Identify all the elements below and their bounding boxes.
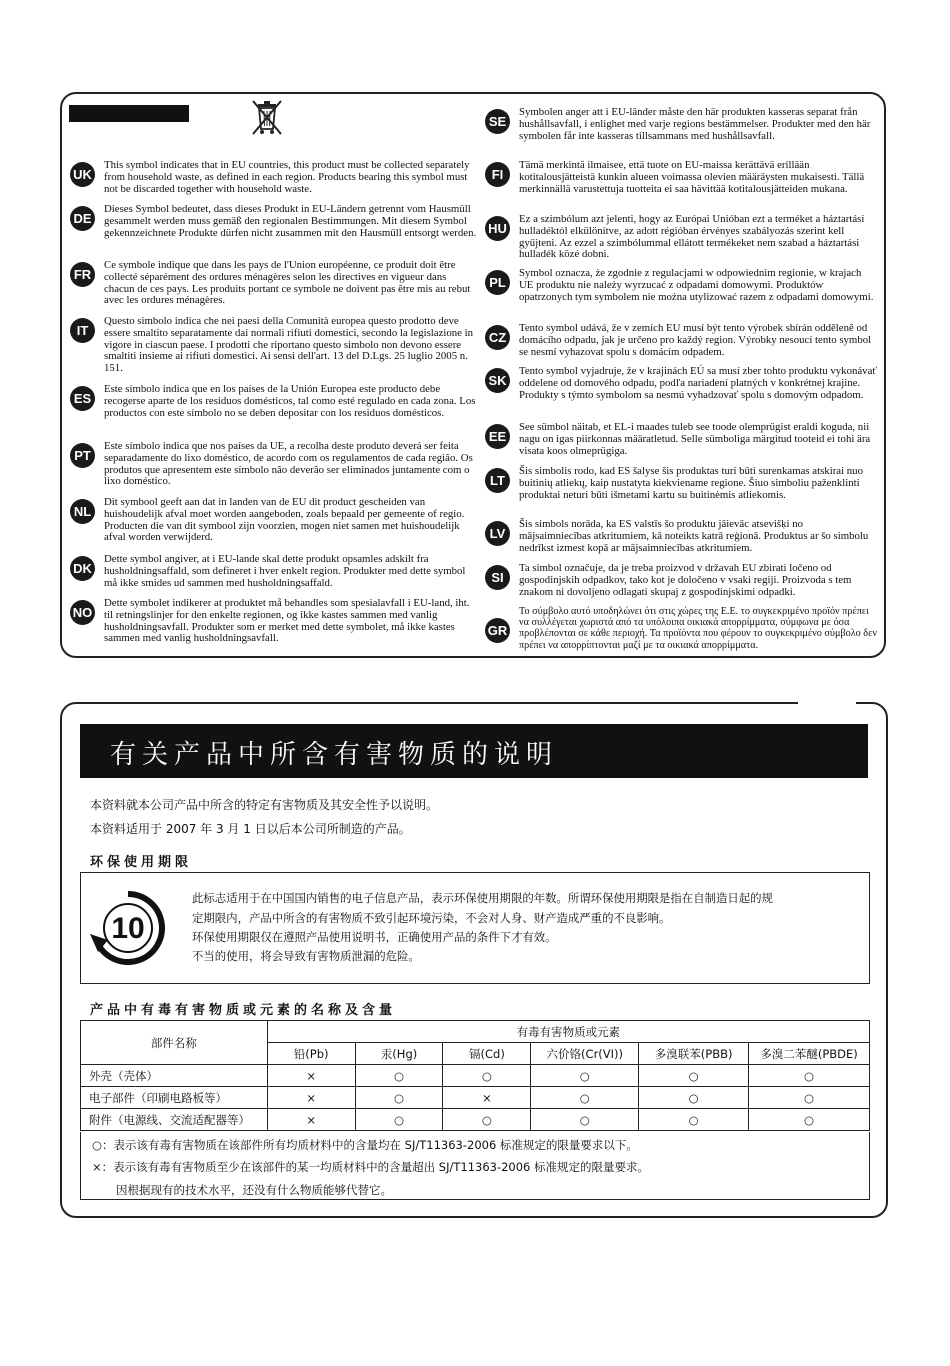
table-row [81,1109,870,1131]
part-header: 部件名称 [81,1021,268,1065]
country-badge: NL [70,499,95,524]
table-cell: ○ [443,1109,531,1131]
substance-header: 汞(Hg) [355,1043,443,1065]
part-name: 附件（电源线、交流适配器等） [81,1109,268,1131]
country-badge: SE [485,109,510,134]
table-cell: ○ [749,1087,870,1109]
epup-text-line: 此标志适用于在中国国内销售的电子信息产品，表示环保使用期限的年数。所谓环保使用期限是指在自制造日起的规 [192,891,773,905]
symbol-text: Symbolen anger att i EU-länder måste den här produkten kasseras separat från hushållsavfall, i enlighet med varje regions bestämmelser. Produkter med den här symbolen får inte kasseras tillsammans med hushållsavfall. [519,106,871,142]
symbol-text: Ta simbol označuje, da je treba proizvod v državah EU zbirati ločeno od gospodinjskih odpadkov, tako kot je določeno v vsaki regiji. Proizvoda s tem znakom ni dovoljeno odlagati skupaj z gospodinjskimi odpadki. [519,562,852,598]
country-badge: ES [70,386,95,411]
symbol-text: Šis simbols norāda, ka ES valstīs šo produktu jāievāc atsevišķi no mājsaimniecības atkritumiem, kā noteikts katrā reģionā. Produktus ar šo simbolu nedrīkst izmest kopā ar mājsaimniecības atkritumiem. [519,518,869,554]
table-cell: ○ [639,1109,749,1131]
symbol-text: Tämä merkintä ilmaisee, että tuote on EU-maissa kerättävä erillään kotitalousjätteistä kunkin alueen voimassa olevien määräysten mukaisesti. Tällä merkinnällä varustettuja tuotteita ei saa hävittää kotitalousjätteiden mukana. [519,159,865,195]
epup-heading: 环保使用期限 [90,855,193,870]
symbol-text: Šis simbolis rodo, kad ES šalyse šis produktas turi būti surenkamas atskirai nuo buitinių atliekų, kaip nustatyta kiekviename regione. Šiuo simboliu paženklinti produktai neturi būti išmetami kartu su buitinėmis atliekomis. [519,465,863,501]
symbol-text: Dieses Symbol bedeutet, dass dieses Produkt in EU-Ländern getrennt vom Hausmüll gesammelt werden muss gemäß den regionalen Bestimmungen. Mit diesem Symbol gekennzeichnete Produkte dürfen nicht zusammen mit den Hausmüll entsorgt werden. [104,203,477,239]
symbol-text: Este símbolo indica que en los países de la Unión Europea este producto debe recogerse aparte de los residuos domésticos, tal como esté regulado en cada zona. Los productos con este símbolo no se deben depositar con los residuos domésticos. [104,383,476,419]
country-badge: NO [70,600,95,625]
country-badge: FR [70,262,95,287]
substance-header: 六价铬(Cr(VI)) [531,1043,639,1065]
epup-text-line: 环保使用期限仅在遵照产品使用说明书，正确使用产品的条件下才有效。 [192,930,557,944]
table-cell: ○ [355,1087,443,1109]
table-cell: × [443,1087,531,1109]
symbol-text: Questo simbolo indica che nei paesi della Comunità europea questo prodotto deve essere smaltito separatamente dai normali rifiuti domestici, secondo la legislazione in vigore in ciascun paese. I prodotti che riportano questo simbolo non devono essere smaltiti insieme ai rifiuti domestici. Ai sensi dell'art. 13 del D.Lgs. 25 luglio 2005 n. 151. [104,315,474,375]
table-cell: ○ [355,1109,443,1131]
table-cell: ○ [531,1065,639,1087]
table-cell: ○ [531,1087,639,1109]
country-badge: SK [485,368,510,393]
table-cell: × [267,1109,355,1131]
table-row [81,1065,870,1087]
intro-line: 本资料适用于 2007 年 3 月 1 日以后本公司所制造的产品。 [90,822,411,836]
epup-10-logo-icon [88,888,168,968]
table-cell: × [267,1065,355,1087]
country-badge: IT [70,318,95,343]
country-badge: DK [70,556,95,581]
country-badge: PL [485,270,510,295]
symbol-text: Tento symbol vyjadruje, že v krajinách EÚ sa musí zber tohto produktu vykonávať oddelene od domového odpadu, podľa nariadení platných v konkrétnej krajine. Produkty s týmto symbolom sa nesmú vyhadzovať spolu s domovým odpadom. [519,365,877,401]
symbol-text: Ez a szimbólum azt jelenti, hogy az Európai Unióban ezt a terméket a háztartási hulladéktól elkülönítve, az adott régióban érvényes szabályozás szerint kell gyűjteni. Az ezzel a szimbólummal ellátott termékeket nem szabad a háztartási hulladék közé dobni. [519,213,865,261]
hazardous-substance-table [80,1020,870,1131]
substance-header: 多溴二苯醚(PBDE) [749,1043,870,1065]
country-badge: GR [485,618,510,643]
table-row [81,1087,870,1109]
epup-box [80,872,870,984]
epup-number: 10 [111,912,145,945]
header-bar [69,105,189,122]
symbol-text: See sümbol näitab, et EL-i maades tuleb see toode olemprügist eraldi koguda, nii nagu on igas piirkonnas määratletud. Selle sümboliga märgitud tooteid ei tohi ära visata koos olmeprügiga. [519,421,871,457]
symbol-text: Dit symbool geeft aan dat in landen van de EU dit product gescheiden van huishoudelijk afval moet worden aangeboden, zoals bepaald per gemeente of regio. Producten die van dit symbool zijn voorzien, mogen niet samen met huishoudelijk afval worden verwijderd. [104,496,465,544]
table-cell: ○ [639,1087,749,1109]
table-cell: × [267,1087,355,1109]
intro-line: 本资料就本公司产品中所含的特定有害物质及其安全性予以说明。 [90,798,439,812]
country-badge: CZ [485,325,510,350]
table-cell: ○ [355,1065,443,1087]
page-title: 有关产品中所含有害物质的说明 [110,740,559,770]
symbol-text: Dette symbol angiver, at i EU-lande skal dette produkt opsamles adskilt fra husholdningsaffald, som defineret i hver enkelt region. Produkter med dette symbol må ikke smides ud sammen med husholdningsaffald. [104,553,466,589]
epup-text-line: 不当的使用，将会导致有害物质泄漏的危险。 [192,949,420,963]
table-cell: ○ [749,1109,870,1131]
country-badge: LT [485,468,510,493]
note-line: ×：表示该有毒有害物质至少在该部件的某一均质材料中的含量超出 SJ/T11363-2006 标准规定的限量要求。 [92,1160,650,1174]
country-badge: EE [485,424,510,449]
group-header: 有毒有害物质或元素 [267,1021,869,1043]
country-badge: DE [70,206,95,231]
symbol-text: Dette symbolet indikerer at produktet må behandles som spesialavfall i EU-land, iht. til retningslinjer for den enkelte regionen, og ikke kastes sammen med vanlig husholdningsavfall. Produkter som er merket med dette symbolet, må ikke kastes sammen med vanlig husholdningsavfall. [104,597,470,645]
symbol-text: Ce symbole indique que dans les pays de l'Union européenne, ce produit doit être collecté séparément des ordures ménagères selon les directives en vigueur dans chacun de ces pays. Les produits portant ce symbole ne doivent pas être mis au rebut avec les ordures ménagères. [104,259,471,307]
epup-text-line: 定期限内，产品中所含的有害物质不致引起环境污染，不会对人身、财产造成严重的不良影响。 [192,911,671,925]
part-name: 电子部件（印刷电路板等） [81,1087,268,1109]
country-badge: PT [70,443,95,468]
table-heading: 产品中有毒有害物质或元素的名称及含量 [90,1003,397,1018]
border-gap [798,697,856,707]
table-cell: ○ [443,1065,531,1087]
title-bar [80,724,868,778]
symbol-text: Este símbolo indica que nos países da UE, a recolha deste produto deverá ser feita separadamente do lixo doméstico, de acordo com os regulamentos de cada região. Os produtos que apresentem este símbolo não deverão ser eliminados juntamente com o lixo doméstico. [104,440,473,488]
table-cell: ○ [639,1065,749,1087]
symbol-text: Symbol oznacza, że zgodnie z regulacjami w odpowiednim regionie, w krajach UE produktu nie należy wyrzucać z odpadami domowymi. Produktów opatrzonych tym symbolem nie można utylizować razem z odpadami domowymi. [519,267,874,303]
note-line: ○：表示该有毒有害物质在该部件所有均质材料中的含量均在 SJ/T11363-2006 标准规定的限量要求以下。 [92,1138,638,1152]
country-badge: UK [70,162,95,187]
substance-header: 多溴联苯(PBB) [639,1043,749,1065]
symbol-text: Tento symbol udává, že v zemích EU musí být tento výrobek sbírán odděleně od domácího odpadu, jak je určeno pro každý region. Výrobky nesoucí tento symbol se nesmí vyhazovat spolu s domácím odpadem. [519,322,872,358]
crossed-bin-icon [247,97,287,137]
part-name: 外壳（壳体） [81,1065,268,1087]
symbol-text: This symbol indicates that in EU countries, this product must be collected separately from household waste, as defined in each region. Products bearing this symbol must not be discarded together with household waste. [104,159,470,195]
table-cell: ○ [531,1109,639,1131]
note-line: 因根据现有的技术水平，还没有什么物质能够代替它。 [116,1183,392,1197]
substance-header: 铅(Pb) [267,1043,355,1065]
country-badge: HU [485,216,510,241]
symbol-text: Το σύμβολο αυτό υποδηλώνει ότι στις χώρες της Ε.Ε. το συγκεκριμένο προϊόν πρέπει να συλλέγεται χωριστά από τα υπόλοιπα οικιακά απορρίμματα, σύμφωνα με όσα προβλέπονται σε κάθε περιοχή. Τα προϊόντα που φέρουν το συγκεκριμένο σύμβολο δεν πρέπει να απορρίπτονται μαζί με τα οικιακά απορρίμματα. [519,606,877,651]
country-badge: SI [485,565,510,590]
table-cell: ○ [749,1065,870,1087]
country-badge: FI [485,162,510,187]
substance-header: 镉(Cd) [443,1043,531,1065]
country-badge: LV [485,521,510,546]
